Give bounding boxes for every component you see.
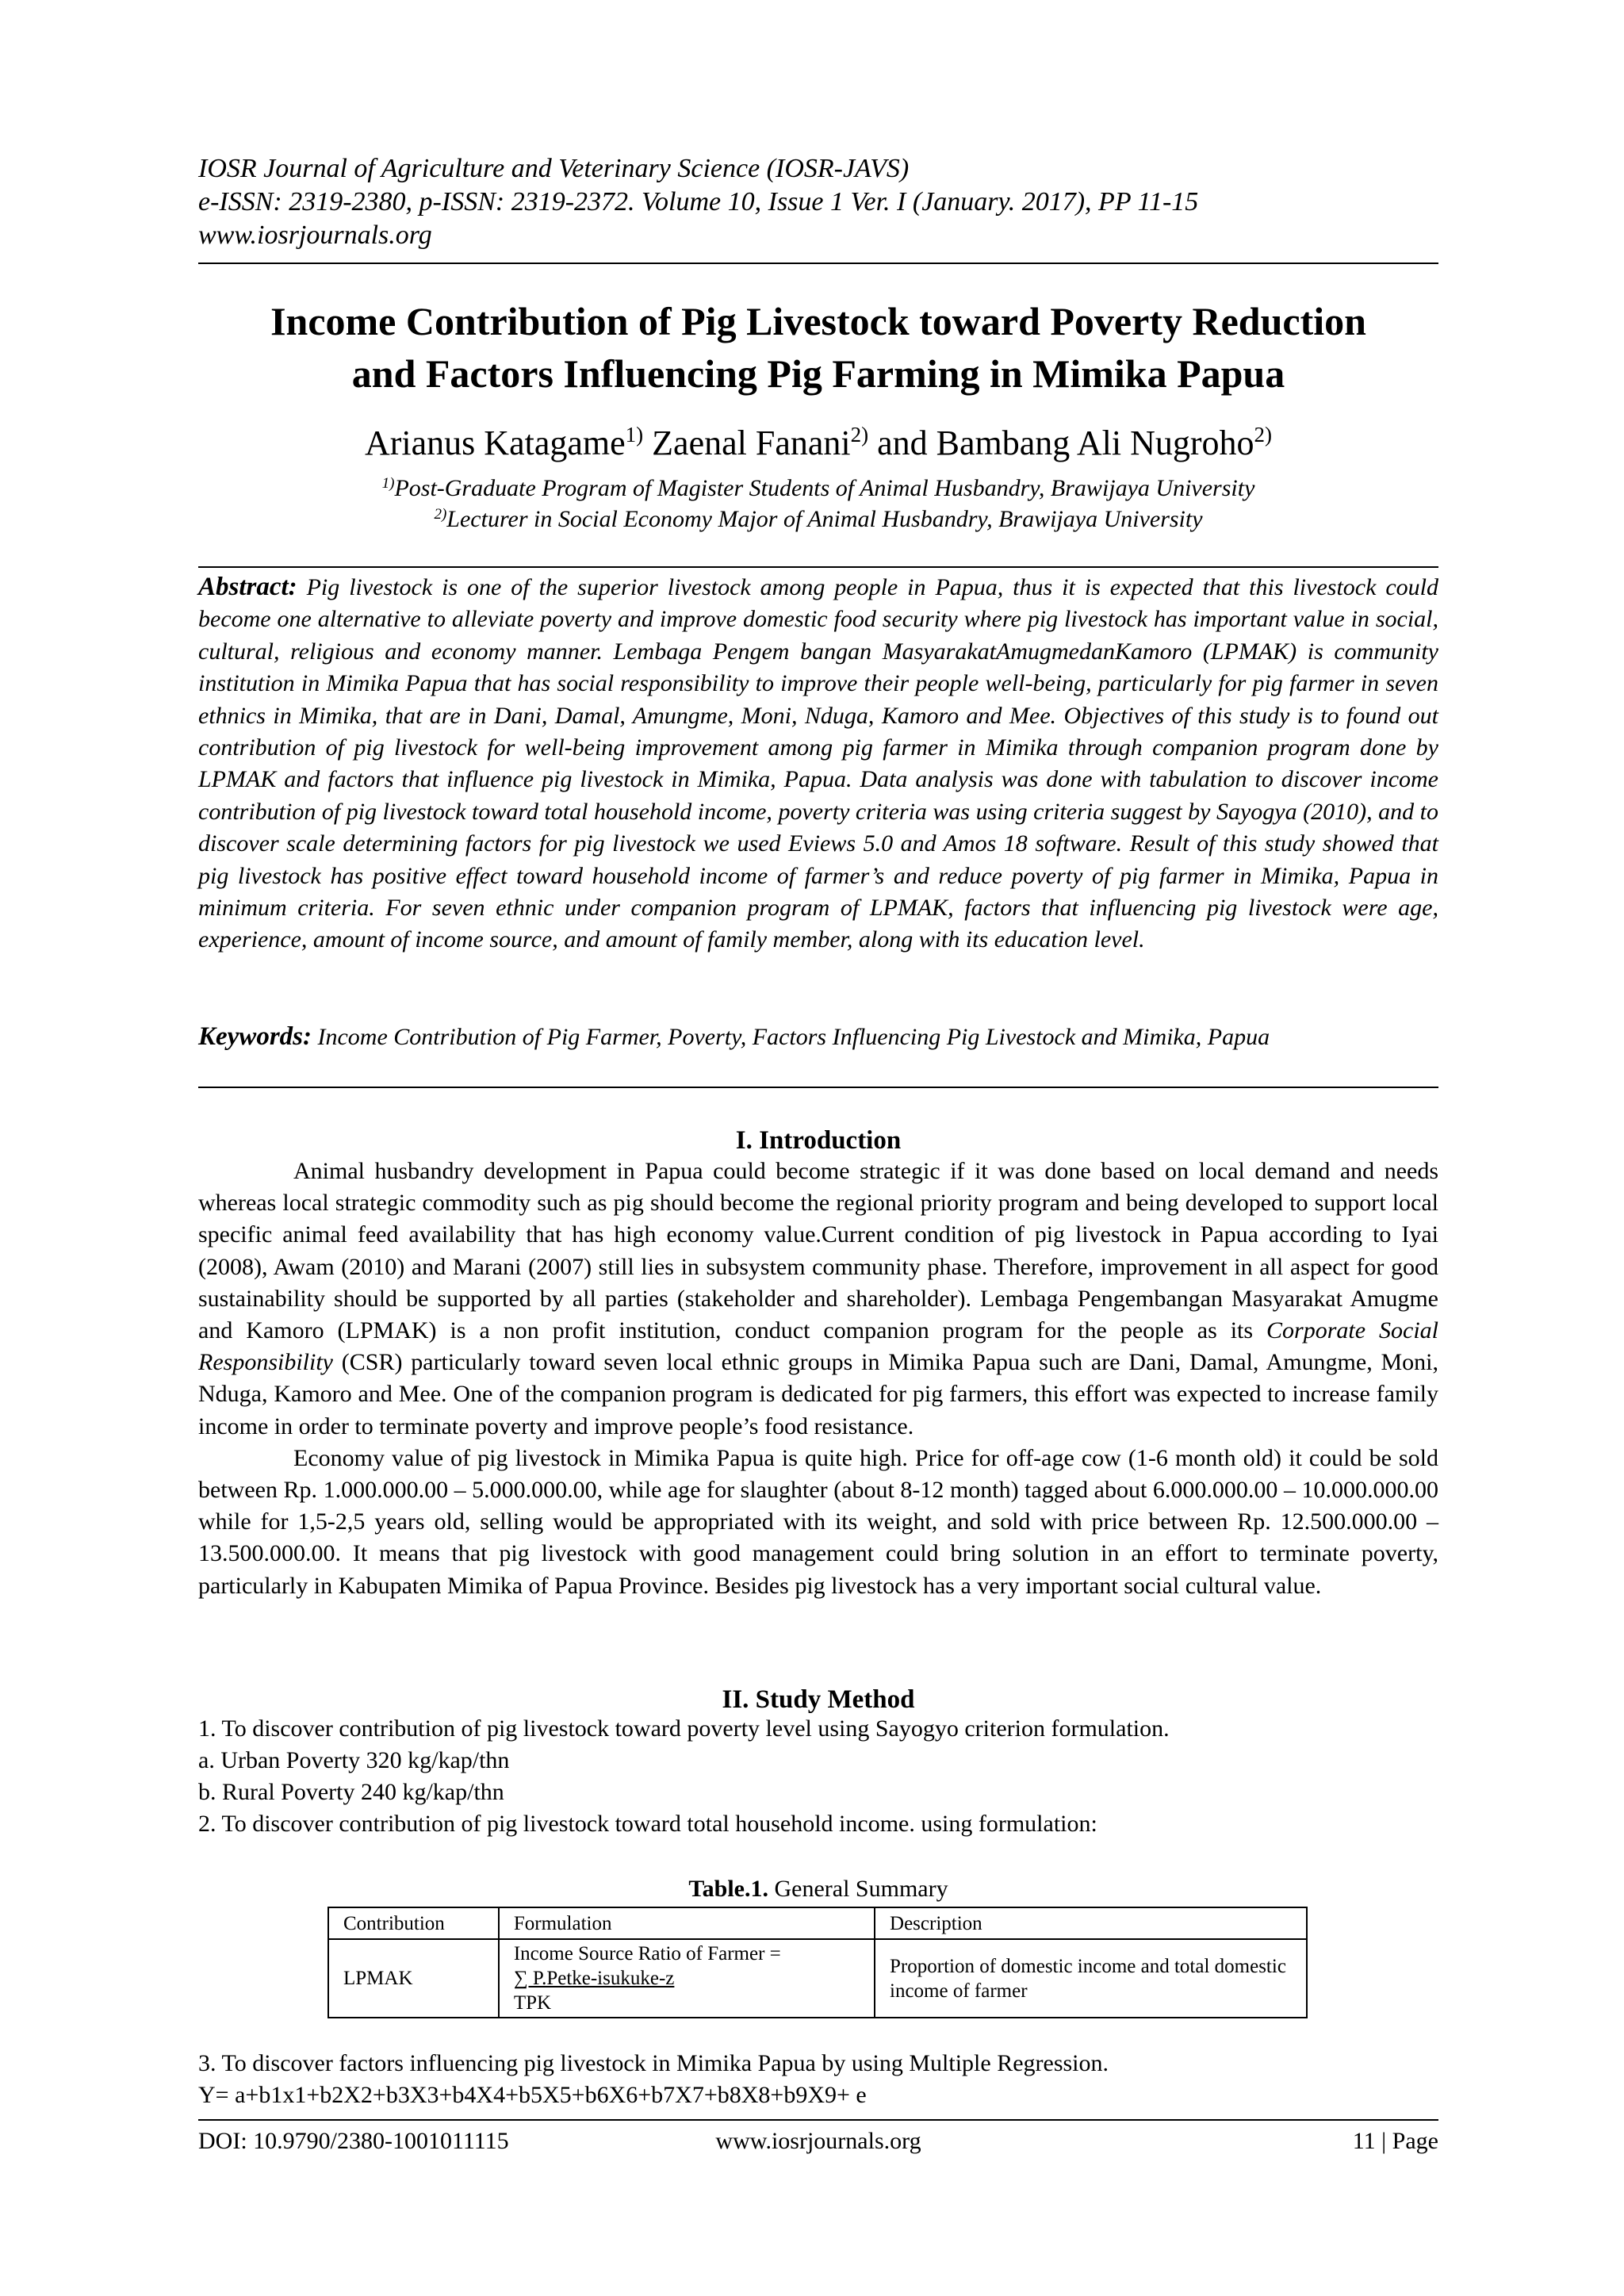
affiliation-1 <box>198 473 1438 504</box>
author-affiliation-mark: 2) <box>1254 423 1272 447</box>
study-method-continued <box>198 2048 1438 2111</box>
footer-divider <box>198 2119 1438 2121</box>
method-subitem: b. Rural Poverty 240 kg/kap/thn <box>198 1779 504 1805</box>
footer-website[interactable]: www.iosrjournals.org <box>715 2128 921 2154</box>
table-header-cell: Contribution <box>328 1907 499 1939</box>
abstract-bottom-divider <box>198 1087 1438 1088</box>
affiliation-2 <box>198 504 1438 535</box>
journal-name: IOSR Journal of Agriculture and Veterinary Science (IOSR-JAVS) <box>198 154 910 183</box>
author-list <box>198 423 1438 464</box>
emphasis-text: Corporate Social Responsibility <box>198 1317 1439 1376</box>
formula-numerator: ∑ P.Petke-isukuke-z <box>513 1968 675 1989</box>
method-item: 3. To discover factors influencing pig livestock in Mimika Papua by using Multiple Regression. <box>198 2050 1109 2076</box>
table-caption <box>198 1875 1438 1903</box>
regression-equation: Y= a+b1x1+b2X2+b3X3+b4X4+b5X5+b6X6+b7X7+b8X8+b9X9+ e <box>198 2082 867 2108</box>
author-affiliation-mark: 1) <box>625 423 644 447</box>
summary-table <box>327 1907 1308 2018</box>
affiliation-text: Lecturer in Social Economy Major of Animal Husbandry, Brawijaya University <box>446 506 1203 532</box>
table-row <box>328 1939 1307 2018</box>
table-header-cell: Formulation <box>499 1907 875 1939</box>
section-heading-introduction: I. Introduction <box>735 1126 902 1155</box>
header-divider <box>198 263 1438 264</box>
keywords-label: Keywords: <box>198 1022 312 1051</box>
formula-denominator: TPK <box>513 1992 552 2014</box>
journal-header <box>198 152 1438 252</box>
title-line-2: and Factors Influencing Pig Farming in Mimika Papua <box>351 351 1285 396</box>
journal-issn-volume: e-ISSN: 2319-2380, p-ISSN: 2319-2372. Volume 10, Issue 1 Ver. I (January. 2017), PP 11-15 <box>198 187 1199 217</box>
footer-doi[interactable]: DOI: 10.9790/2380-1001011115 <box>198 2128 509 2154</box>
formula-label: Income Source Ratio of Farmer = <box>513 1943 781 1964</box>
author-name: and Bambang Ali Nugroho <box>868 424 1254 462</box>
method-item: 2. To discover contribution of pig livestock toward total household income. using formulation: <box>198 1811 1097 1837</box>
table-cell-formulation <box>499 1939 875 2018</box>
affiliation-mark: 1) <box>381 475 395 492</box>
table-caption-label: Table.1. <box>688 1876 768 1902</box>
paragraph-text: (CSR) particularly toward seven local ethnic groups in Mimika Papua such are Dani, Damal, Amungme, Moni, Nduga, Kamoro and Mee. One of the companion program is dedicated for pig farmers, this effort was expected to increase family income in order to terminate poverty and improve people’s food resistance. <box>198 1349 1438 1439</box>
author-affiliation-mark: 2) <box>850 423 869 447</box>
section-heading-study-method: II. Study Method <box>722 1685 915 1714</box>
table-caption-text: General Summary <box>768 1876 948 1902</box>
introduction-body <box>198 1156 1438 1602</box>
keywords <box>198 1021 1438 1053</box>
abstract-top-divider <box>198 566 1438 568</box>
table-header-cell: Description <box>875 1907 1307 1939</box>
journal-website[interactable]: www.iosrjournals.org <box>198 220 432 250</box>
study-method-body <box>198 1713 1438 1840</box>
paper-title <box>198 295 1438 400</box>
table-cell-description: Proportion of domestic income and total domestic income of farmer <box>875 1939 1307 2018</box>
abstract-label: Abstract: <box>198 573 297 601</box>
table-cell-contribution: LPMAK <box>328 1939 499 2018</box>
table-header-row <box>328 1907 1307 1939</box>
title-line-1: Income Contribution of Pig Livestock toward Poverty Reduction <box>270 299 1366 343</box>
paragraph <box>198 1156 1438 1443</box>
affiliation-text: Post-Graduate Program of Magister Students of Animal Husbandry, Brawijaya University <box>394 475 1255 501</box>
footer-page-number: 11 | Page <box>1352 2128 1438 2154</box>
author-name: Arianus Katagame <box>365 424 626 462</box>
abstract-text: Pig livestock is one of the superior livestock among people in Papua, thus it is expected that this livestock could become one alternative to alleviate poverty and improve domestic food security where pig livestock has important value in social, cultural, religious and economy manner. Lembaga Pengem bangan MasyarakatAmugmedanKamoro (LPMAK) is community institution in Mimika Papua that has social responsibility to improve their people well-being, particularly for pig farmer in seven ethnics in Mimika, that are in Dani, Damal, Amungme, Moni, Nduga, Kamoro and Mee. Objectives of this study is to found out contribution of pig livestock for well-being improvement among pig farmer in Mimika through companion program done by LPMAK and factors that influence pig livestock in Mimika, Papua. Data analysis was done with tabulation to discover income contribution of pig livestock toward total household income, poverty criteria was using criteria suggest by Sayogya (2010), and to discover scale determining factors for pig livestock we used Eviews 5.0 and Amos 18 software. Result of this study showed that pig livestock has positive effect toward household income of farmer’s and reduce poverty of pig farmer in Mimika, Papua in minimum criteria. For seven ethnic under companion program of LPMAK, factors that influencing pig livestock were age, experience, amount of income source, and amount of family member, along with its education level. <box>198 574 1438 953</box>
affiliation-mark: 2) <box>434 506 447 523</box>
author-name: Zaenal Fanani <box>643 424 851 462</box>
keywords-text: Income Contribution of Pig Farmer, Poverty, Factors Influencing Pig Livestock and Mimika, Papua <box>312 1024 1270 1050</box>
method-item: 1. To discover contribution of pig livestock toward poverty level using Sayogyo criterion formulation. <box>198 1715 1170 1742</box>
paragraph: Economy value of pig livestock in Mimika Papua is quite high. Price for off-age cow (1-6 month old) it could be sold between Rp. 1.000.000.00 – 5.000.000.00, while age for slaughter (about 8-12 month) tagged about 6.000.000.00 – 10.000.000.00 while for 1,5-2,5 years old, selling would be appropriated with its weight, and sold with price between Rp. 12.500.000.00 – 13.500.000.00. It means that pig livestock with good management could bring solution in an effort to terminate poverty, particularly in Kabupaten Mimika of Papua Province. Besides pig livestock has a very important social cultural value. <box>198 1444 1438 1599</box>
method-subitem: a. Urban Poverty 320 kg/kap/thn <box>198 1747 510 1773</box>
abstract <box>198 571 1438 956</box>
paragraph-text: Animal husbandry development in Papua could become strategic if it was done based on local demand and needs whereas local strategic commodity such as pig should become the regional priority program and being developed to support local specific animal feed availability that has high economy value.Current condition of pig livestock in Papua according to Iyai (2008), Awam (2010) and Marani (2007) still lies in subsystem community phase. Therefore, improvement in all aspect for good sustainability should be supported by all parties (stakeholder and shareholder). Lembaga Pengembangan Masyarakat Amugme and Kamoro (LPMAK) is a non profit institution, conduct companion program for the people as its <box>198 1158 1438 1344</box>
